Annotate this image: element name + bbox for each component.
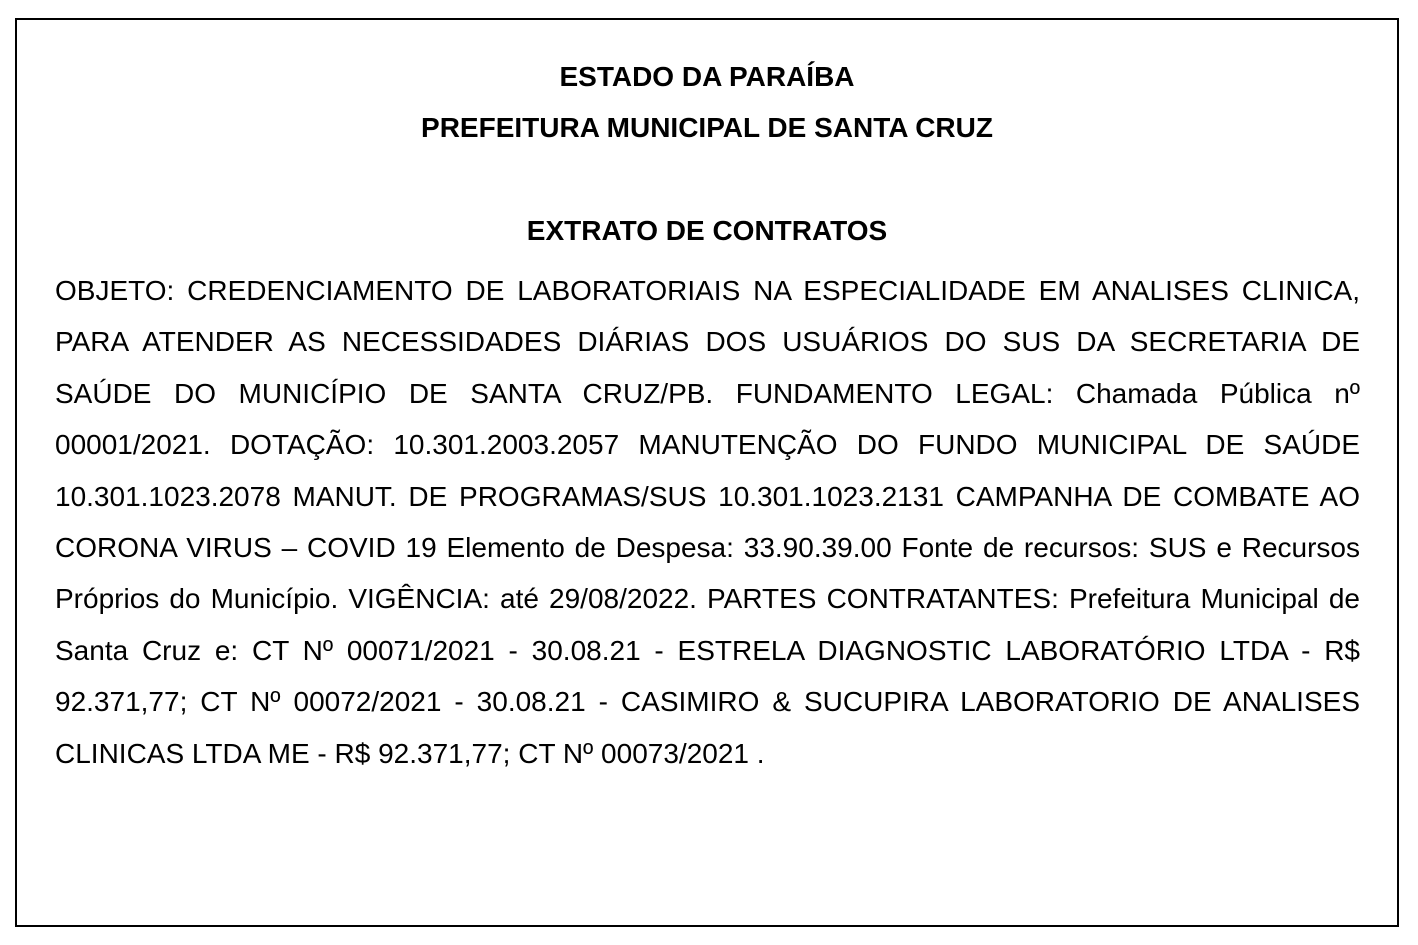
document-title: EXTRATO DE CONTRATOS bbox=[526, 215, 888, 246]
contract-extract-text: OBJETO: CREDENCIAMENTO DE LABORATORIAIS NA ESPECIALIDADE EM ANALISES CLINICA, PARA ATENDER AS NECESSIDADES DIÁRIAS DOS USUÁRIOS DO SUS DA SECRETARIA DE SAÚDE DO MUNICÍPIO DE SANTA CRUZ/PB. FUNDAMENTO LEGAL: Chamada Pública nº 00001/2021. DOTAÇÃO: 10.301.2003.2057 MANUTENÇÃO DO FUNDO MUNICIPAL DE SAÚDE 10.301.1023.2078 MANUT. DE PROGRAMAS/SUS 10.301.1023.2131 CAMPANHA DE COMBATE AO CORONA VIRUS – COVID 19 Elemento de Despesa: 33.90.39.00 Fonte de recursos: SUS e Recursos Próprios do Município. VIGÊNCIA: até 29/08/2022. PARTES CONTRATANTES: Prefeitura Municipal de Santa Cruz e: CT Nº 00071/2021 - 30.08.21 - ESTRELA DIAGNOSTIC LABORATÓRIO LTDA - R$ 92.371,77; CT Nº 00072/2021 - 30.08.21 - CASIMIRO & SUCUPIRA LABORATORIO DE ANALISES CLINICAS LTDA ME - R$ 92.371,77; CT Nº 00073/2021 . bbox=[55, 275, 1360, 769]
prefecture-heading: PREFEITURA MUNICIPAL DE SANTA CRUZ bbox=[421, 112, 993, 143]
notice-frame bbox=[15, 18, 1399, 927]
state-heading: ESTADO DA PARAÍBA bbox=[559, 61, 855, 92]
